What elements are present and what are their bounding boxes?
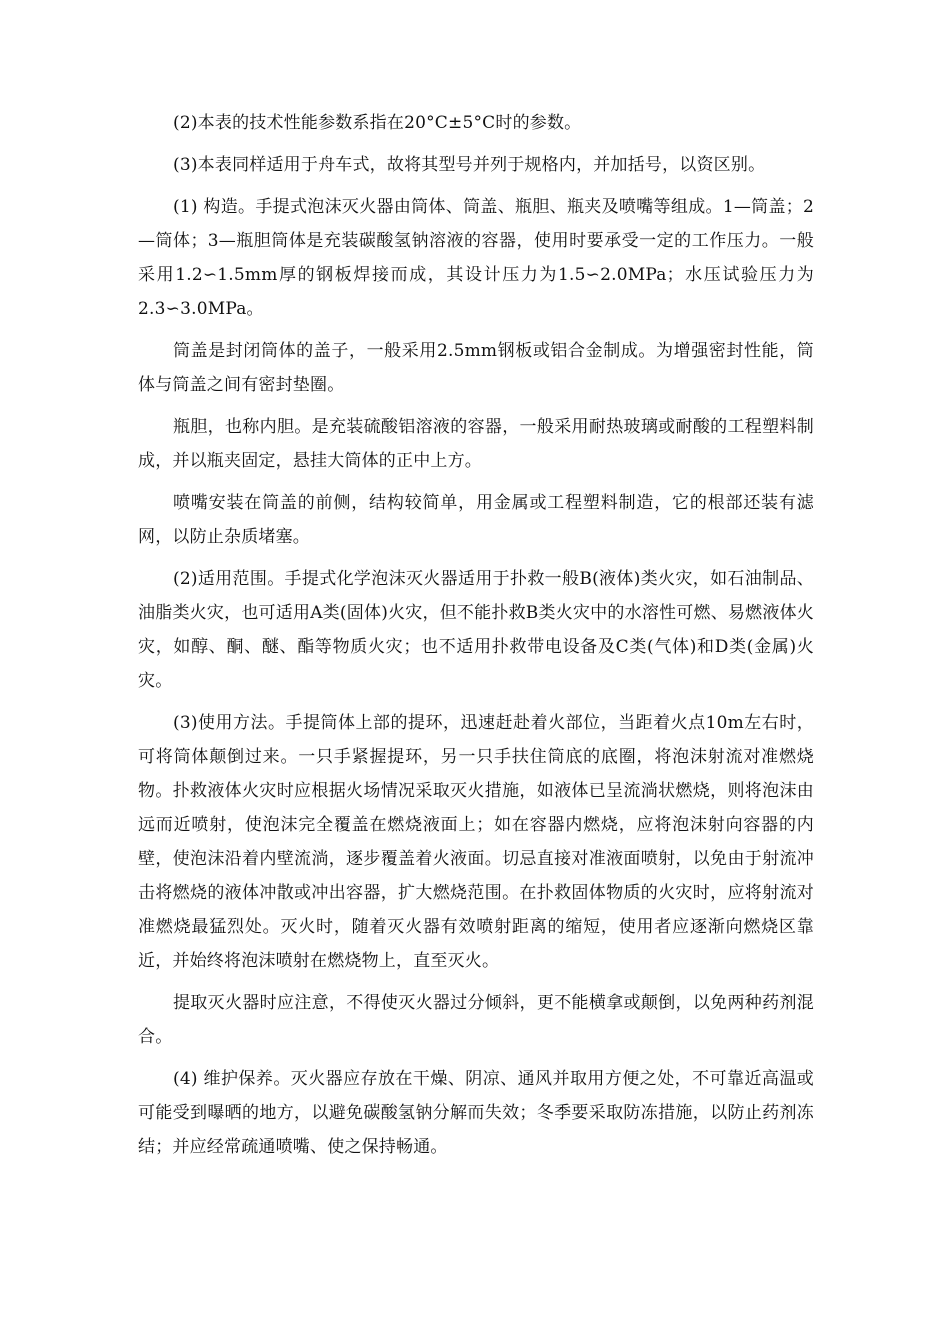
paragraph-cylinder-cap: 筒盖是封闭筒体的盖子，一般采用2.5mm钢板或铝合金制成。为增强密封性能，筒体与筒盖之间有密封垫圈。 [138,341,814,395]
paragraph-nozzle: 喷嘴安装在筒盖的前侧，结构较简单，用金属或工程塑料制造，它的根部还装有滤网，以防止杂质堵塞。 [138,493,814,547]
paragraph-inner-bottle: 瓶胆，也称内胆。是充装硫酸铝溶液的容器，一般采用耐热玻璃或耐酸的工程塑料制成，并以瓶夹固定，悬挂大筒体的正中上方。 [138,417,814,471]
paragraph-usage-method: (3)使用方法。手提筒体上部的提环，迅速赶赴着火部位，当距着火点10m左右时，可将筒体颠倒过来。一只手紧握提环，另一只手扶住筒底的底圈，将泡沫射流对准燃烧物。扑救液体火灾时应根据火场情况采取灭火措施，如液体已呈流淌状燃烧，则将泡沫由远而近喷射，使泡沫完全覆盖在燃烧液面上；如在容器内燃烧，应将泡沫射向容器的内壁，使泡沫沿着内壁流淌，逐步覆盖着火液面。切忌直接对准液面喷射，以免由于射流冲击将燃烧的液体冲散或冲出容器，扩大燃烧范围。在扑救固体物质的火灾时，应将射流对准燃烧最猛烈处。灭火时，随着灭火器有效喷射距离的缩短，使用者应逐渐向燃烧区靠近，并始终将泡沫喷射在燃烧物上，直至灭火。 [138,713,814,971]
paragraph-note-2: (2)本表的技术性能参数系指在20°C±5°C时的参数。 [173,113,582,133]
paragraph-maintenance: (4) 维护保养。灭火器应存放在干燥、阴凉、通风并取用方便之处，不可靠近高温或可能受到曝晒的地方，以避免碳酸氢钠分解而失效；冬季要采取防冻措施，以防止药剂冻结；并应经常疏通喷嘴、使之保持畅通。 [138,1069,814,1157]
document-body [138,106,814,1172]
paragraph-structure: (1) 构造。手提式泡沫灭火器由筒体、筒盖、瓶胆、瓶夹及喷嘴等组成。1—筒盖；2—筒体；3—瓶胆筒体是充装碳酸氢钠溶液的容器，使用时要承受一定的工作压力。一般采用1.2∽1.5mm厚的钢板焊接而成，其设计压力为1.5∽2.0MPa；水压试验压力为2.3∽3.0MPa。 [138,197,814,319]
paragraph-carrying-caution: 提取灭火器时应注意，不得使灭火器过分倾斜，更不能横拿或颠倒，以免两种药剂混合。 [138,993,814,1047]
paragraph-application-range: (2)适用范围。手提式化学泡沫灭火器适用于扑救一般B(液体)类火灾，如石油制品、油脂类火灾，也可适用A类(固体)火灾，但不能扑救B类火灾中的水溶性可燃、易燃液体火灾，如醇、酮、醚、酯等物质火灾；也不适用扑救带电设备及C类(气体)和D类(金属)火灾。 [138,569,814,691]
paragraph-note-3: (3)本表同样适用于舟车式，故将其型号并列于规格内，并加括号，以资区别。 [173,155,766,175]
